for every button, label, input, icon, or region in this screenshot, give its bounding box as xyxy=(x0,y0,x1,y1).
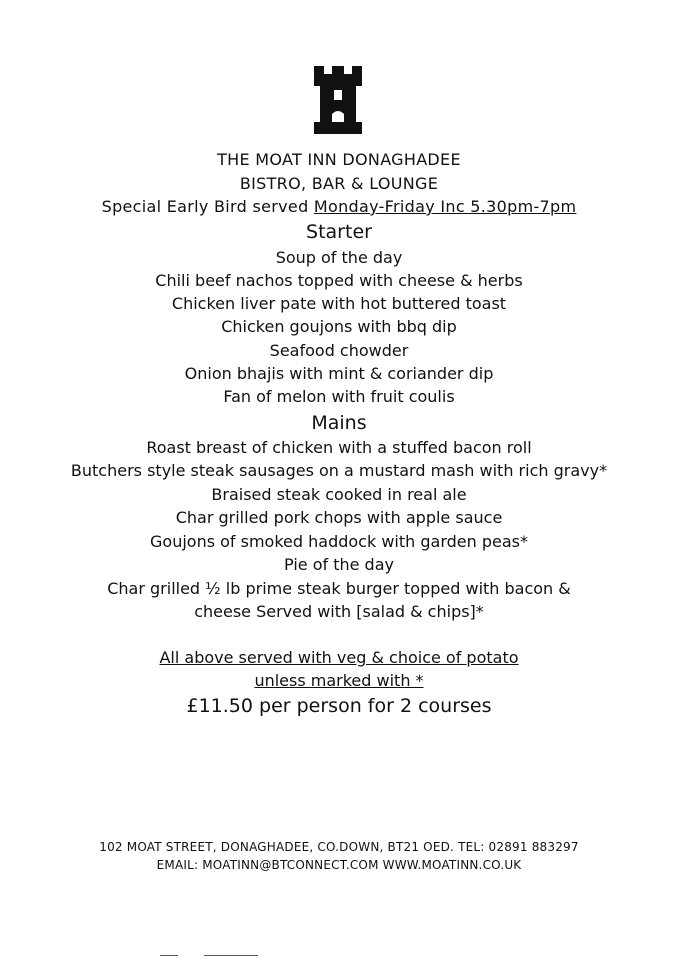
footer-address: 102 MOAT STREET, DONAGHADEE, CO.DOWN, BT21 OED. TEL: 02891 883297 xyxy=(99,840,579,854)
offer-time: Monday-Friday Inc 5.30pm-7pm xyxy=(313,197,577,216)
price-line: £11.50 per person for 2 courses xyxy=(186,695,492,717)
starter-item: Soup of the day xyxy=(275,248,403,267)
offer-prefix: Special Early Bird served xyxy=(101,197,314,216)
scan-mark xyxy=(160,955,178,956)
footer-contact: EMAIL: MOATINN@BTCONNECT.COM WWW.MOATINN.CO.UK xyxy=(156,858,522,872)
castle-tower-icon xyxy=(312,64,364,136)
mains-item: cheese Served with [salad & chips]* xyxy=(194,602,484,621)
inn-name: THE MOAT INN DONAGHADEE xyxy=(217,150,461,169)
mains-item: Roast breast of chicken with a stuffed bacon roll xyxy=(146,438,532,457)
starter-item: Onion bhajis with mint & coriander dip xyxy=(184,364,494,383)
mains-item: Goujons of smoked haddock with garden peas* xyxy=(150,532,528,551)
scan-mark xyxy=(204,955,258,956)
mains-item: Char grilled ½ lb prime steak burger topped with bacon & xyxy=(107,579,571,598)
starter-item: Fan of melon with fruit coulis xyxy=(223,387,455,406)
starter-item: Chicken liver pate with hot buttered toast xyxy=(171,294,507,313)
starter-heading: Starter xyxy=(306,221,372,243)
starter-item: Seafood chowder xyxy=(269,341,409,360)
note-line: unless marked with * xyxy=(254,671,424,690)
note-line: All above served with veg & choice of potato xyxy=(159,648,519,667)
early-bird-offer xyxy=(0,197,678,217)
mains-item: Braised steak cooked in real ale xyxy=(211,485,467,504)
mains-item: Pie of the day xyxy=(284,555,394,574)
inn-tagline: BISTRO, BAR & LOUNGE xyxy=(239,174,439,193)
mains-item: Butchers style steak sausages on a mustard mash with rich gravy* xyxy=(70,461,608,480)
starter-item: Chicken goujons with bbq dip xyxy=(221,317,457,336)
mains-heading: Mains xyxy=(311,412,367,434)
mains-item: Char grilled pork chops with apple sauce xyxy=(175,508,503,527)
starter-item: Chili beef nachos topped with cheese & herbs xyxy=(155,271,523,290)
